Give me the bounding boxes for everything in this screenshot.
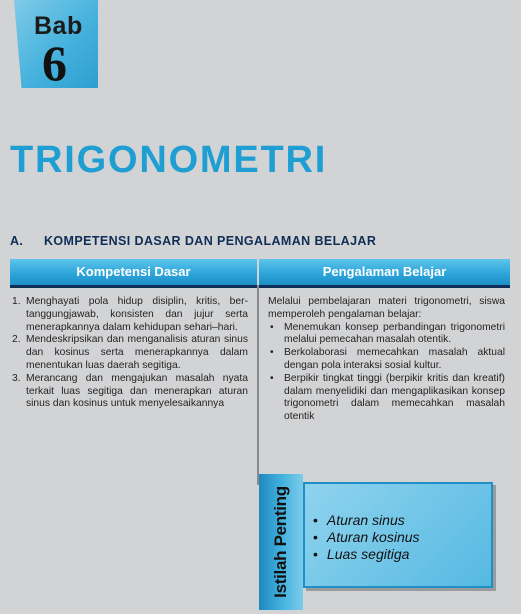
header-pengalaman-belajar: Pengalaman Belajar bbox=[259, 259, 510, 285]
istilah-penting-label bbox=[259, 474, 303, 610]
item-text: Menghayati pola hidup disiplin, kritis, bertanggungjawab, konsisten dan jujur serta menerapkannya dalam kehidupan sehari–hari. bbox=[26, 296, 248, 333]
chapter-number: 6 bbox=[42, 35, 67, 91]
bullet-icon: • bbox=[270, 321, 274, 333]
bullet-icon: • bbox=[270, 372, 274, 384]
item-text: Mendeskripsikan dan menganalisis aturan sinus dan kosinus serta menerapkannya dalam menentukan luas daerah segitiga. bbox=[26, 334, 248, 371]
term-item: • Aturan kosinus bbox=[313, 529, 420, 546]
pengalaman-block bbox=[268, 296, 505, 424]
istilah-penting-box bbox=[303, 482, 493, 588]
item-number: 3. bbox=[12, 372, 21, 384]
item-number: 1. bbox=[12, 296, 21, 307]
term-item: • Aturan sinus bbox=[313, 512, 420, 529]
kompetensi-list bbox=[10, 296, 248, 411]
bullet-icon: • bbox=[270, 347, 274, 359]
list-item bbox=[268, 373, 505, 424]
list-item bbox=[268, 347, 505, 373]
istilah-penting-title: Istilah Penting bbox=[271, 486, 290, 598]
item-text: Merancang dan mengajukan masalah nyata terkait luas segitiga dan menerapkan aturan sinus dan kosinus untuk menyelesaikannya bbox=[26, 372, 248, 410]
list-item bbox=[10, 296, 248, 334]
item-text: Berkolaborasi memecahkan masalah aktual dengan pola interaksi sosial kultur. bbox=[284, 347, 505, 371]
chapter-label: Bab bbox=[34, 12, 83, 40]
column-divider bbox=[257, 285, 259, 485]
term-item: • Luas segitiga bbox=[313, 546, 420, 563]
pengalaman-list bbox=[268, 322, 505, 424]
istilah-terms-list bbox=[313, 512, 420, 563]
pengalaman-intro: Melalui pembelajaran materi trigonometri, siswa memperoleh pengalaman belajar: bbox=[268, 296, 505, 320]
header-kompetensi-dasar: Kompetensi Dasar bbox=[10, 259, 257, 285]
section-title: KOMPETENSI DASAR DAN PENGALAMAN BELAJAR bbox=[44, 234, 377, 248]
chapter-title: TRIGONOMETRI bbox=[10, 139, 328, 181]
header-underline bbox=[10, 285, 510, 288]
section-letter: A. bbox=[10, 234, 24, 248]
item-number: 2. bbox=[12, 334, 21, 346]
section-heading bbox=[10, 234, 376, 248]
list-item bbox=[10, 334, 248, 372]
item-text: Menemukan konsep perbandingan trigonometri melalui pemecahan masalah otentik. bbox=[284, 321, 505, 346]
list-item bbox=[268, 322, 505, 348]
list-item bbox=[10, 373, 248, 411]
item-text: Berpikir tingkat tinggi (berpikir kritis dan kreatif) dalam menyelidiki dan mengaplikasikan konsep trigonometri dalam memecahkan masalah otentik bbox=[284, 372, 505, 423]
